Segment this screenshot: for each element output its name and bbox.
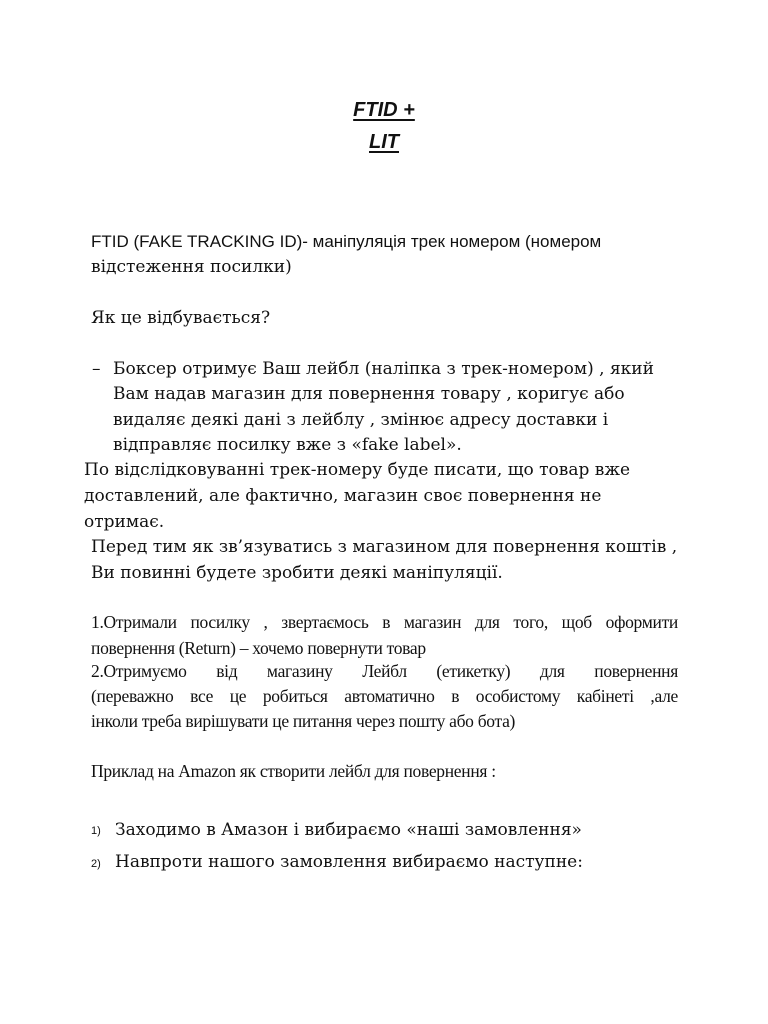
bullet-marker: –	[92, 359, 101, 379]
para1-line-1: По відслідковуванні трек-номеру буде писати, що товар вже	[84, 460, 631, 480]
list-item-1: Заходимо в Амазон і вибираємо «наші замовлення»	[115, 820, 582, 840]
document-title-line-1: FTID +	[353, 99, 415, 121]
step-line-1: 1.Отримали посилку , звертаємось в магазин для того, щоб оформити	[91, 612, 678, 632]
bullet-line-1: Боксер отримує Ваш лейбл (наліпка з трек-номером) , який	[113, 359, 654, 379]
bullet-line-4: відправляє посилку вже з «fake label».	[113, 435, 462, 455]
step-line-4: (переважно все це робиться автоматично в особистому кабінеті ,але	[91, 686, 678, 706]
para1-line-3: отримає.	[84, 512, 165, 532]
para1-line-2: доставлений, але фактично, магазин своє повернення не	[84, 486, 602, 506]
bullet-line-3: видаляє деякі дані з лейблу , змінює адресу доставки і	[113, 410, 609, 430]
amazon-heading: Приклад на Amazon як створити лейбл для повернення :	[91, 761, 496, 781]
list-number-1: 1)	[91, 825, 101, 837]
intro-line-1: FTID (FAKE TRACKING ID)- маніпуляція трек номером (номером	[91, 232, 602, 251]
para2-line-2: Ви повинні будете зробити деякі маніпуляції.	[91, 563, 503, 583]
para2-line-1: Перед тим як зв’язуватись з магазином для повернення коштів ,	[91, 537, 678, 557]
step-line-3: 2.Отримуємо від магазину Лейбл (етикетку) для повернення	[91, 661, 678, 681]
bullet-line-2: Вам надав магазин для повернення товару , коригує або	[113, 384, 625, 404]
intro-line-2: відстеження посилки)	[91, 257, 292, 277]
step-line-5: інколи треба вирішувати це питання через пошту або бота)	[91, 711, 516, 731]
list-item-2: Навпроти нашого замовлення вибираємо наступне:	[115, 852, 583, 872]
step-line-2: повернення (Return) – хочемо повернути товар	[91, 638, 426, 658]
document-title-line-2: LIT	[369, 131, 399, 153]
list-number-2: 2)	[91, 858, 101, 870]
question-line: Як це відбувається?	[91, 308, 271, 328]
